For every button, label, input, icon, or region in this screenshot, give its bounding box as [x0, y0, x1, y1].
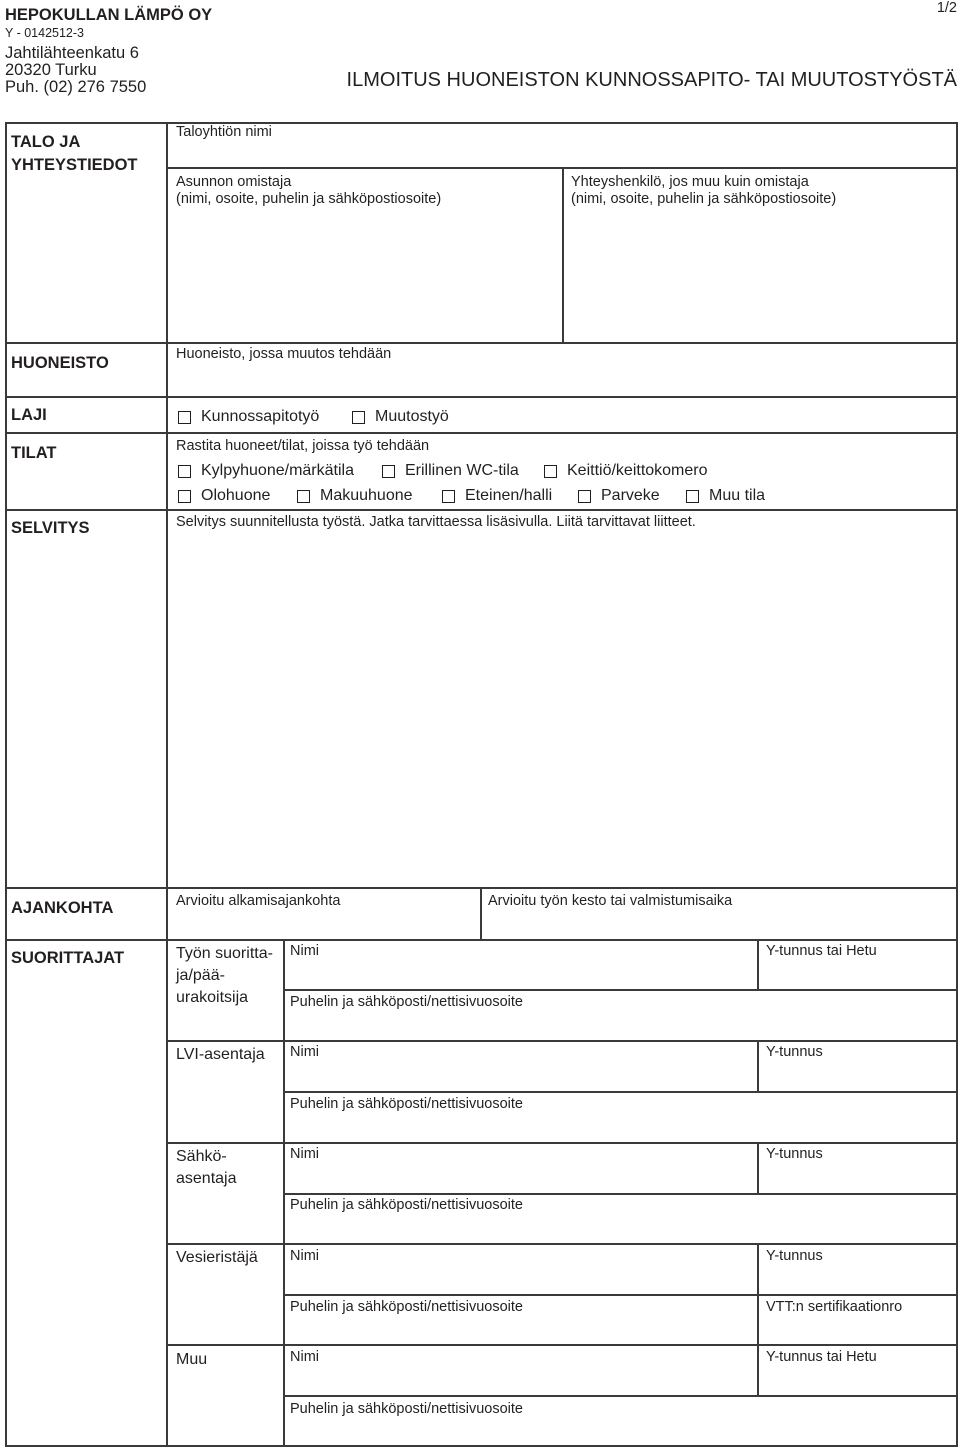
estimated-start-label: Arvioitu alkamisajankohta — [176, 893, 341, 909]
work-type-options — [167, 397, 957, 433]
section-label-cell-performers — [6, 940, 167, 1446]
section-label-cell-house — [6, 123, 167, 343]
contact-person-field[interactable] — [563, 168, 957, 343]
checkbox-modification-work[interactable] — [352, 411, 365, 424]
performer-role-cell — [167, 1041, 284, 1143]
apartment-owner-label: Asunnon omistaja — [176, 174, 292, 190]
role-line: ja/pää- — [176, 967, 225, 984]
performer-role-cell — [167, 1345, 284, 1446]
option-label: Keittiö/keittokomero — [567, 462, 708, 479]
performer-id-field[interactable] — [758, 1041, 957, 1092]
option-maintenance-work[interactable] — [178, 408, 319, 426]
option-bathroom[interactable] — [178, 462, 354, 480]
checkbox-other-room[interactable] — [686, 490, 699, 503]
option-label: Erillinen WC-tila — [405, 462, 519, 479]
contact-label: Puhelin ja sähköposti/nettisivuosoite — [290, 1299, 523, 1315]
option-label: Kunnossapitotyö — [201, 408, 320, 425]
role-line: asentaja — [176, 1170, 237, 1187]
option-living-room[interactable] — [178, 487, 270, 505]
page-number: 1/2 — [936, 0, 957, 16]
apartment-label: Huoneisto, jossa muutos tehdään — [176, 346, 392, 362]
option-label: Parveke — [601, 487, 660, 504]
postal-address: 20320 Turku — [5, 61, 97, 79]
performer-name-field[interactable] — [284, 1143, 758, 1194]
checkbox-bedroom[interactable] — [297, 490, 310, 503]
performer-role-cell — [167, 1244, 284, 1345]
section-label-cell-description — [6, 510, 167, 888]
housing-company-name-label: Taloyhtiön nimi — [176, 124, 272, 140]
performer-contact-field[interactable] — [284, 1396, 957, 1446]
section-label-cell-rooms — [6, 433, 167, 510]
rooms-instruction: Rastita huoneet/tilat, joissa työ tehdään — [176, 438, 430, 454]
checkbox-maintenance-work[interactable] — [178, 411, 191, 424]
business-id: Y - 0142512-3 — [5, 26, 84, 40]
work-description-field[interactable] — [167, 510, 957, 888]
performer-contact-field[interactable] — [284, 1194, 957, 1244]
estimated-start-field[interactable] — [167, 888, 481, 940]
section-label-apartment: HUONEISTO — [11, 354, 109, 372]
performer-role-label — [176, 1044, 265, 1066]
checkbox-hallway[interactable] — [442, 490, 455, 503]
name-label: Nimi — [290, 1044, 319, 1060]
option-modification-work[interactable] — [352, 408, 449, 426]
performer-role-label — [176, 943, 273, 1009]
contact-label: Puhelin ja sähköposti/nettisivuosoite — [290, 994, 523, 1010]
business-id-label: Y-tunnus — [766, 1146, 823, 1162]
section-label-house: TALO JA — [11, 133, 81, 151]
vtt-certification-field[interactable] — [758, 1295, 957, 1345]
role-line: Työn suoritta- — [176, 945, 273, 962]
performer-id-field[interactable] — [758, 1244, 957, 1295]
contact-label: Puhelin ja sähköposti/nettisivuosoite — [290, 1197, 523, 1213]
option-other-room[interactable] — [686, 487, 765, 505]
role-line: Vesieristäjä — [176, 1249, 258, 1266]
performer-name-field[interactable] — [284, 1041, 758, 1092]
option-balcony[interactable] — [578, 487, 660, 505]
name-label: Nimi — [290, 943, 319, 959]
performer-id-field[interactable] — [758, 940, 957, 990]
section-label-cell-schedule — [6, 888, 167, 940]
section-label-rooms: TILAT — [11, 444, 57, 462]
checkbox-living-room[interactable] — [178, 490, 191, 503]
option-separate-wc[interactable] — [382, 462, 519, 480]
business-id-label: Y-tunnus tai Hetu — [766, 943, 877, 959]
performer-id-field[interactable] — [758, 1143, 957, 1194]
performer-contact-field[interactable] — [284, 1295, 758, 1345]
company-name: HEPOKULLAN LÄMPÖ OY — [5, 6, 213, 24]
performer-role-cell — [167, 940, 284, 1041]
role-line: urakoitsija — [176, 989, 249, 1006]
checkbox-balcony[interactable] — [578, 490, 591, 503]
business-id-label: Y-tunnus — [766, 1044, 823, 1060]
phone-number: Puh. (02) 276 7550 — [5, 78, 147, 96]
option-label: Eteinen/halli — [465, 487, 553, 504]
section-label-work-type: LAJI — [11, 406, 47, 424]
work-description-instruction: Selvitys suunnitellusta työstä. Jatka tarvittaessa lisäsivulla. Liitä tarvittavat liitteet. — [176, 514, 696, 530]
performer-role-label — [176, 1247, 258, 1269]
room-options — [167, 433, 957, 510]
section-label-cell-apartment — [6, 343, 167, 397]
option-kitchen[interactable] — [544, 462, 708, 480]
option-bedroom[interactable] — [297, 487, 413, 505]
option-label: Kylpyhuone/märkätila — [201, 462, 354, 479]
option-label: Muutostyö — [375, 408, 449, 425]
apartment-field[interactable] — [167, 343, 957, 397]
performer-role-label — [176, 1349, 207, 1371]
checkbox-separate-wc[interactable] — [382, 465, 395, 478]
performer-contact-field[interactable] — [284, 990, 957, 1041]
performer-name-field[interactable] — [284, 1345, 758, 1396]
housing-company-name-field[interactable] — [167, 123, 957, 168]
vtt-certification-label: VTT:n sertifikaationro — [766, 1299, 903, 1315]
estimated-duration-label: Arvioitu työn kesto tai valmistumisaika — [488, 893, 733, 909]
contact-person-label: Yhteyshenkilö, jos muu kuin omistaja — [571, 174, 809, 190]
role-line: LVI-asentaja — [176, 1046, 265, 1063]
role-line: Muu — [176, 1351, 208, 1368]
contact-label: Puhelin ja sähköposti/nettisivuosoite — [290, 1401, 523, 1417]
role-line: Sähkö- — [176, 1148, 227, 1165]
performer-id-field[interactable] — [758, 1345, 957, 1396]
name-label: Nimi — [290, 1349, 319, 1365]
street-address: Jahtilähteenkatu 6 — [5, 44, 139, 62]
option-label: Olohuone — [201, 487, 271, 504]
name-label: Nimi — [290, 1248, 319, 1264]
performer-name-field[interactable] — [284, 1244, 758, 1295]
business-id-label: Y-tunnus tai Hetu — [766, 1349, 877, 1365]
estimated-duration-field[interactable] — [481, 888, 957, 940]
section-label-schedule: AJANKOHTA — [11, 899, 114, 917]
apartment-owner-field[interactable] — [167, 168, 563, 343]
section-label-performers: SUORITTAJAT — [11, 949, 125, 967]
option-label: Makuuhuone — [320, 487, 413, 504]
performer-role-cell — [167, 1143, 284, 1244]
section-label-cell-work-type — [6, 397, 167, 433]
option-label: Muu tila — [709, 487, 766, 504]
performer-name-field[interactable] — [284, 940, 758, 990]
performer-contact-field[interactable] — [284, 1092, 957, 1143]
business-id-label: Y-tunnus — [766, 1248, 823, 1264]
form-title: ILMOITUS HUONEISTON KUNNOSSAPITO- TAI MUUTOSTYÖSTÄ — [346, 69, 957, 91]
performer-role-label — [176, 1146, 237, 1190]
apartment-owner-hint: (nimi, osoite, puhelin ja sähköpostiosoite) — [176, 191, 442, 207]
section-label-contacts: YHTEYSTIEDOT — [11, 156, 138, 174]
option-hallway[interactable] — [442, 487, 552, 505]
section-label-description: SELVITYS — [11, 519, 90, 537]
contact-label: Puhelin ja sähköposti/nettisivuosoite — [290, 1096, 523, 1112]
checkbox-bathroom[interactable] — [178, 465, 191, 478]
contact-person-hint: (nimi, osoite, puhelin ja sähköpostiosoite) — [571, 191, 837, 207]
name-label: Nimi — [290, 1146, 319, 1162]
checkbox-kitchen[interactable] — [544, 465, 557, 478]
